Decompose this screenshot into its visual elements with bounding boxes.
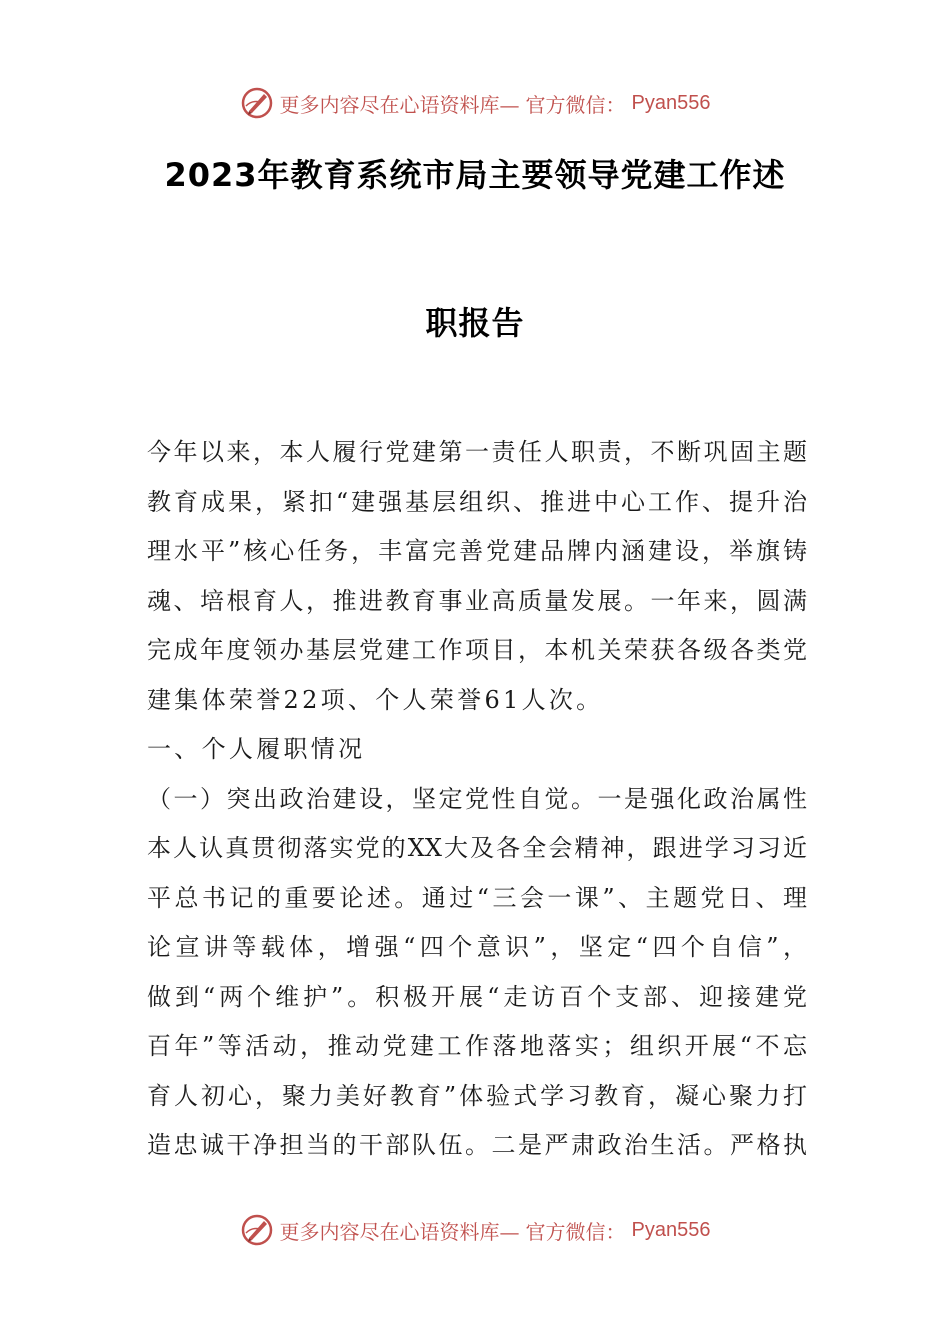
body-line: 育人初心，聚力美好教育”体验式学习教育，凝心聚力打 (147, 1081, 807, 1110)
watermark-wechat-id: Pyan556 (631, 91, 711, 114)
body-line: 建集体荣誉22项、个人荣誉61人次。 (147, 685, 604, 714)
body-line: 今年以来，本人履行党建第一责任人职责，不断巩固主题 (147, 438, 807, 466)
body-line: （一）突出政治建设，坚定党性自觉。一是强化政治属性 (147, 784, 807, 813)
watermark-banner-top (0, 83, 950, 123)
watermark-wechat-label: 官方微信： (525, 92, 626, 117)
body-line: 百年”等活动，推动党建工作落地落实；组织开展“不忘 (147, 1032, 807, 1060)
watermark-wechat-id: Pyan556 (631, 1218, 711, 1241)
watermark-text: 更多内容尽在心语资料库— (279, 1219, 520, 1244)
body-line: 理水平”核心任务，丰富完善党建品牌内涵建设，举旗铸 (147, 537, 807, 565)
document-title-line-2: 职报告 (425, 304, 525, 342)
body-line: 论宣讲等载体，增强“四个意识”，坚定“四个自信”， (147, 933, 807, 961)
body-line: 魂、培根育人，推进教育事业高质量发展。一年来，圆满 (147, 586, 807, 615)
watermark-wechat-label: 官方微信： (525, 1219, 626, 1244)
body-line: 完成年度领办基层党建工作项目，本机关荣获各级各类党 (147, 636, 807, 664)
body-line: 本人认真贯彻落实党的XX大及各全会精神，跟进学习习近 (147, 834, 807, 862)
document-title-line-1: 2023年教育系统市局主要领导党建工作述 (164, 156, 786, 194)
watermark-text: 更多内容尽在心语资料库— (279, 92, 520, 117)
body-line: 造忠诚干净担当的干部队伍。二是严肃政治生活。严格执 (147, 1131, 807, 1159)
body-line: 教育成果，紧扣“建强基层组织、推进中心工作、提升治 (147, 487, 807, 516)
watermark-banner-bottom (0, 1210, 950, 1250)
document-body (147, 428, 807, 1171)
pen-logo-icon (240, 86, 274, 120)
pen-logo-icon (240, 1213, 274, 1247)
body-line: 做到“两个维护”。积极开展“走访百个支部、迎接建党 (147, 982, 807, 1011)
body-line: 平总书记的重要论述。通过“三会一课”、主题党日、理 (147, 883, 807, 912)
section-heading: 一、个人履职情况 (147, 735, 366, 763)
